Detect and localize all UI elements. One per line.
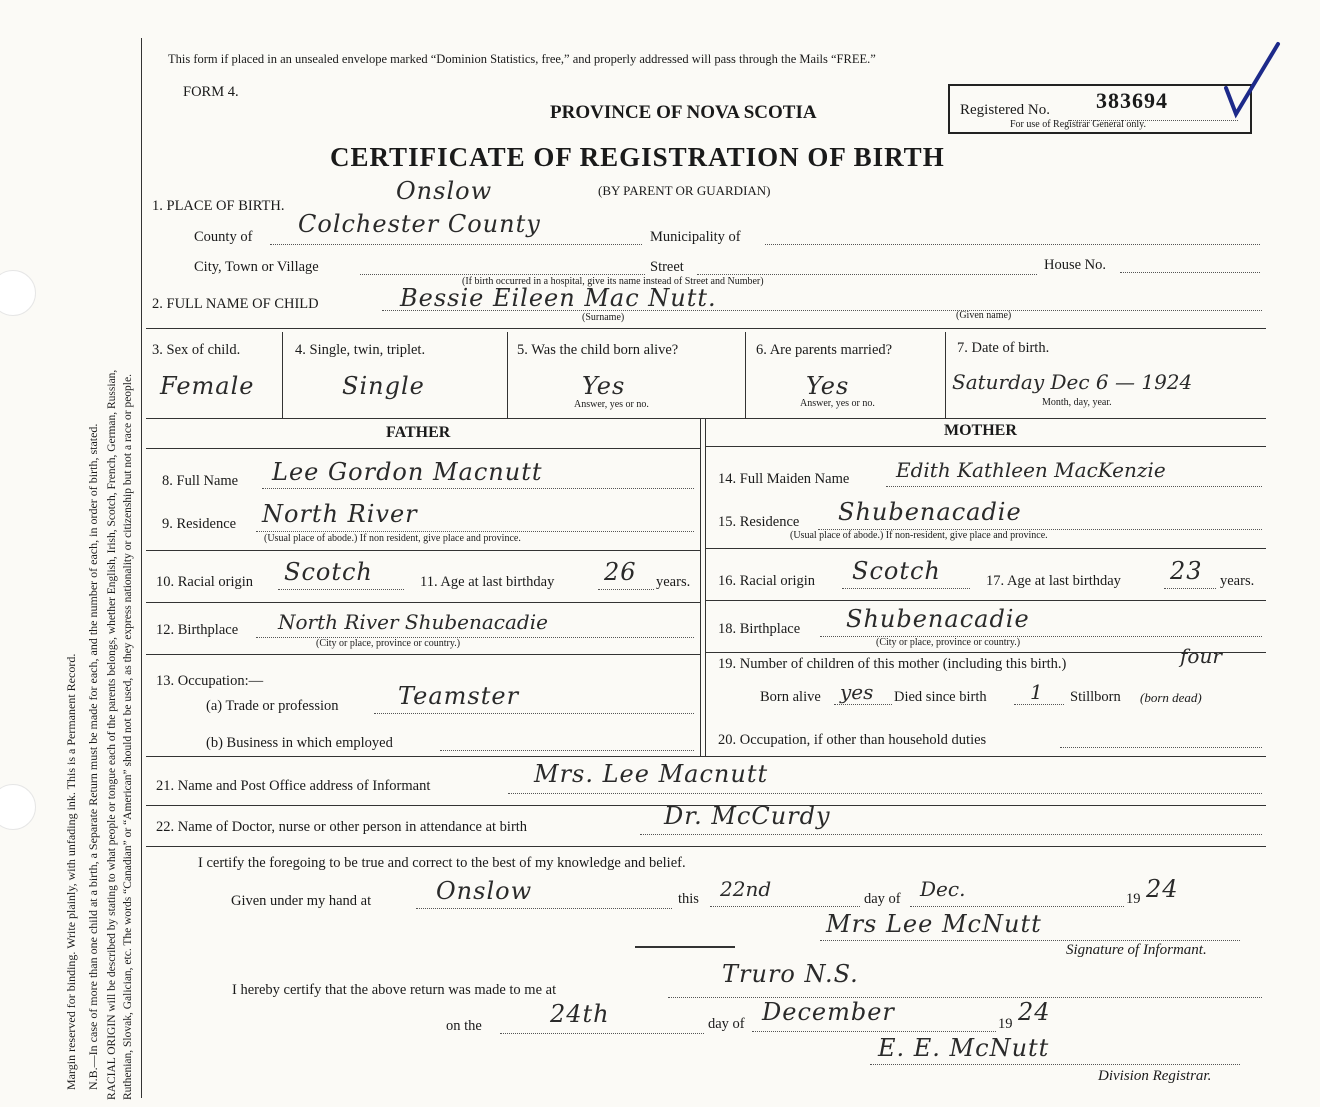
form-number: FORM 4. [183, 84, 239, 100]
doctor-label: 22. Name of Doctor, nurse or other person in attendance at birth [156, 819, 528, 835]
born-alive-count-label: Born alive [760, 689, 821, 705]
margin-note-multiple-births: N.B.—In case of more than one child at a birth, a Separate Return must be made for each, and the number of each, in order of birth, stated. [86, 423, 100, 1090]
mother-age-label: 17. Age at last birthday [986, 573, 1121, 589]
date-of-birth-label: 7. Date of birth. [957, 340, 1050, 356]
parents-divider [705, 418, 706, 756]
born-alive-value: Yes [582, 372, 626, 400]
father-name-value: Lee Gordon Macnutt [272, 458, 543, 486]
registered-number: 383694 [1096, 88, 1168, 113]
date-format-note: Month, day, year. [1042, 397, 1112, 408]
informant-line [508, 793, 1262, 794]
row-divider [146, 602, 700, 603]
mother-birthplace-note: (City or place, province or country.) [876, 637, 1021, 648]
mother-age-value: 23 [1170, 557, 1203, 585]
sex-label: 3. Sex of child. [152, 342, 241, 358]
doctor-line [640, 834, 1262, 835]
given-at-line [416, 908, 672, 909]
reg-month-value: December [762, 998, 895, 1026]
mother-name-label: 14. Full Maiden Name [718, 471, 850, 487]
father-residence-label: 9. Residence [162, 516, 237, 532]
died-label: Died since birth [894, 689, 987, 705]
certify-statement: I certify the foregoing to be true and correct to the best of my knowledge and belief. [198, 855, 686, 871]
binding-hole [0, 784, 36, 830]
reg-month-line [752, 1031, 996, 1032]
row-divider [705, 548, 1266, 549]
died-line [1014, 704, 1064, 705]
section-divider [146, 418, 1266, 419]
mother-birthplace-value: Shubenacadie [846, 605, 1030, 633]
father-trade-value: Teamster [398, 682, 520, 710]
county-line [270, 244, 642, 245]
father-residence-line [256, 531, 694, 532]
row-divider [705, 600, 1266, 601]
row-divider [146, 550, 700, 551]
city-label: City, Town or Village [194, 259, 319, 275]
mother-residence-value: Shubenacadie [838, 498, 1022, 526]
place-of-birth-label: 1. PLACE OF BIRTH. [152, 198, 285, 214]
mother-occupation-label: 20. Occupation, if other than household duties [718, 732, 987, 748]
county-value: Colchester County [298, 210, 541, 238]
column-divider [745, 332, 746, 418]
year-prefix: 19 [1126, 891, 1141, 907]
mother-residence-label: 15. Residence [718, 514, 800, 530]
parents-married-label: 6. Are parents married? [756, 342, 893, 358]
father-racial-line [278, 589, 404, 590]
month-value: Dec. [920, 877, 966, 901]
section-divider [146, 756, 1266, 757]
answer-note: Answer, yes or no. [800, 398, 875, 409]
parents-divider [700, 418, 701, 756]
certificate-title: CERTIFICATE OF REGISTRATION OF BIRTH [330, 142, 945, 172]
father-age-line [598, 589, 654, 590]
day-of-label: day of [864, 891, 901, 907]
born-alive-count-line [834, 704, 892, 705]
father-trade-line [374, 713, 694, 714]
registrar-use-note: For use of Registrar General only. [1010, 119, 1146, 130]
father-years-label: years. [656, 574, 691, 590]
father-business-label: (b) Business in which employed [206, 735, 393, 751]
day-value: 22nd [720, 877, 772, 901]
birth-type-value: Single [342, 372, 425, 400]
father-racial-label: 10. Racial origin [156, 574, 254, 590]
column-divider [282, 332, 283, 418]
reg-day-of-label: day of [708, 1016, 745, 1032]
registrar-signature: E. E. McNutt [878, 1034, 1050, 1062]
died-value: 1 [1030, 680, 1043, 704]
reg-day-value: 24th [550, 1000, 610, 1028]
municipality-label: Municipality of [650, 229, 741, 245]
given-at-label: Given under my hand at [231, 893, 372, 909]
informant-label: 21. Name and Post Office address of Informant [156, 778, 431, 794]
father-age-label: 11. Age at last birthday [420, 574, 555, 590]
checkmark-icon [1222, 40, 1282, 120]
reg-year-value: 24 [1018, 998, 1051, 1026]
child-name-label: 2. FULL NAME OF CHILD [152, 296, 319, 312]
year-value: 24 [1146, 875, 1179, 903]
given-at-place: Onslow [436, 877, 533, 905]
child-name-value: Bessie Eileen Mac Nutt. [400, 284, 717, 312]
father-residence-value: North River [262, 500, 418, 528]
stillborn-note: (born dead) [1140, 690, 1202, 705]
street-line [697, 274, 1037, 275]
answer-note: Answer, yes or no. [574, 399, 649, 410]
certificate-subtitle: (BY PARENT OR GUARDIAN) [598, 183, 771, 198]
father-racial-value: Scotch [284, 558, 373, 586]
father-name-line [262, 488, 694, 489]
registrar-place-line [668, 997, 1262, 998]
reg-year-prefix: 19 [998, 1016, 1013, 1032]
mother-racial-line [842, 588, 970, 589]
margin-border [141, 38, 142, 1098]
registrar-statement: I hereby certify that the above return was made to me at [232, 982, 557, 998]
sex-value: Female [160, 372, 255, 400]
margin-note-nationality: Ruthenian, Slovak, Galician, etc. The words “Canadian” or “American” should not be used, as they express nationality or citizenship but not a race or people. [122, 374, 134, 1100]
father-birthplace-value: North River Shubenacadie [278, 610, 548, 634]
mother-occupation-line [1060, 747, 1262, 748]
county-label: County of [194, 229, 253, 245]
province-heading: PROVINCE OF NOVA SCOTIA [550, 102, 817, 123]
stillborn-label: Stillborn [1070, 689, 1121, 705]
birth-type-label: 4. Single, twin, triplet. [295, 342, 426, 358]
informant-signature-line [820, 940, 1240, 941]
mother-heading: MOTHER [944, 422, 1017, 439]
section-divider [146, 328, 1266, 329]
children-count-value: four [1180, 644, 1222, 668]
informant-value: Mrs. Lee Macnutt [534, 760, 769, 788]
row-divider [705, 446, 1266, 447]
reg-day-line [500, 1033, 704, 1034]
father-age-value: 26 [604, 558, 637, 586]
father-trade-label: (a) Trade or profession [206, 698, 339, 714]
on-the-label: on the [446, 1018, 482, 1034]
parents-married-value: Yes [806, 372, 850, 400]
surname-note: (Surname) [582, 312, 625, 323]
born-alive-count-value: yes [840, 680, 874, 704]
margin-note-binding: Margin reserved for binding. Write plainly, with unfading ink. This is a Permanent Record. [64, 653, 78, 1090]
separator-line [635, 946, 735, 948]
binding-hole [0, 270, 36, 316]
father-occupation-label: 13. Occupation:— [156, 673, 264, 689]
month-line [910, 906, 1124, 907]
postal-notice: This form if placed in an unsealed envelope marked “Dominion Statistics, free,” and properly addressed will pass through the Mails “FREE.” [168, 52, 876, 66]
born-alive-label: 5. Was the child born alive? [517, 342, 679, 358]
row-divider [146, 448, 700, 449]
mother-birthplace-label: 18. Birthplace [718, 621, 801, 637]
city-line [360, 274, 645, 275]
house-number-line [1120, 272, 1260, 273]
this-label: this [678, 891, 699, 907]
municipality-line [765, 244, 1260, 245]
informant-signature-label: Signature of Informant. [1066, 942, 1207, 958]
margin-note-racial-origin: RACIAL ORIGIN will be described by stating to what people or tongue each of the parents belongs, whether English, Irish, Scotch, French, German, Russian, [106, 369, 118, 1100]
column-divider [945, 332, 946, 418]
mother-name-value: Edith Kathleen MacKenzie [896, 458, 1166, 482]
row-divider [146, 654, 700, 655]
given-name-note: (Given name) [956, 310, 1012, 321]
mother-racial-value: Scotch [852, 557, 941, 585]
father-residence-note: (Usual place of abode.) If non resident, give place and province. [264, 533, 521, 544]
section-divider [146, 846, 1266, 847]
mother-years-label: years. [1220, 573, 1255, 589]
father-name-label: 8. Full Name [162, 473, 239, 489]
date-of-birth-value: Saturday Dec 6 — 1924 [952, 370, 1193, 394]
father-birthplace-note: (City or place, province or country.) [316, 638, 461, 649]
children-count-label: 19. Number of children of this mother (including this birth.) [718, 656, 1067, 672]
registered-label: Registered No. [960, 102, 1050, 118]
informant-signature: Mrs Lee McNutt [826, 910, 1042, 938]
father-heading: FATHER [386, 424, 451, 441]
doctor-value: Dr. McCurdy [664, 802, 831, 830]
house-number-label: House No. [1044, 257, 1107, 273]
registrar-place: Truro N.S. [722, 960, 859, 988]
mother-name-line [886, 486, 1262, 487]
father-birthplace-label: 12. Birthplace [156, 622, 239, 638]
place-of-birth-value: Onslow [396, 177, 493, 205]
registrar-title: Division Registrar. [1098, 1068, 1212, 1084]
street-label: Street [650, 259, 684, 275]
mother-age-line [1164, 588, 1216, 589]
father-business-line [440, 750, 694, 751]
mother-racial-label: 16. Racial origin [718, 573, 816, 589]
column-divider [507, 332, 508, 418]
hospital-note: (If birth occurred in a hospital, give its name instead of Street and Number) [462, 276, 764, 287]
registered-number-box [948, 84, 1252, 134]
day-line [710, 906, 860, 907]
registrar-signature-line [870, 1064, 1240, 1065]
mother-residence-note: (Usual place of abode.) If non-resident, give place and province. [790, 530, 1048, 541]
